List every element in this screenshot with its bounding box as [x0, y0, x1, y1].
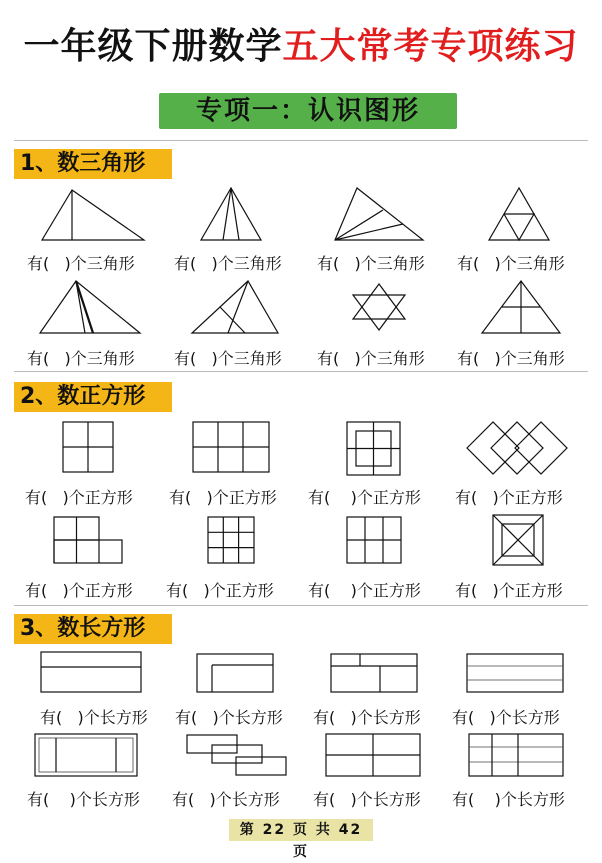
- answer-label-2-4: 有( )个正方形: [455, 488, 563, 507]
- rectangle-figure-5: [34, 733, 138, 777]
- answer-label-3-1: 有( )个长方形: [40, 708, 148, 727]
- page-number: 第 22 页 共 42 页: [229, 819, 373, 841]
- divider-line: [14, 605, 588, 606]
- rectangle-figure-7: [325, 733, 421, 777]
- title-black-part: 一年级下册数学: [23, 26, 283, 67]
- square-figure-1: [62, 421, 114, 473]
- title-red-part: 五大常考专项练习: [282, 26, 579, 67]
- triangle-figure-3: [333, 186, 425, 242]
- triangle-figure-4: [487, 186, 551, 242]
- star-figure: [349, 282, 409, 332]
- answer-label-1-7: 有( )个三角形: [317, 349, 425, 368]
- answer-label-2-5: 有( )个正方形: [25, 581, 133, 600]
- triangle-figure-2: [199, 186, 263, 242]
- answer-label-2-1: 有( )个正方形: [25, 488, 133, 507]
- answer-label-3-4: 有( )个长方形: [452, 708, 560, 727]
- answer-label-2-6: 有( )个正方形: [166, 581, 274, 600]
- rectangle-figure-6: [186, 733, 288, 777]
- triangle-figure-6: [190, 279, 280, 335]
- answer-label-3-6: 有( )个长方形: [172, 790, 280, 809]
- triangle-figure-7: [480, 279, 562, 335]
- answer-label-2-7: 有( )个正方形: [308, 581, 421, 600]
- answer-label-1-1: 有( )个三角形: [27, 254, 135, 273]
- square-figure-8: [492, 514, 544, 566]
- square-figure-4: [465, 420, 569, 476]
- triangle-figure-1: [40, 188, 146, 242]
- rectangle-figure-2: [196, 653, 274, 693]
- answer-label-3-7: 有( )个长方形: [313, 790, 421, 809]
- square-figure-3: [346, 421, 401, 476]
- rectangle-figure-3: [330, 653, 418, 693]
- answer-label-3-3: 有( )个长方形: [313, 708, 421, 727]
- answer-label-3-2: 有( )个长方形: [175, 708, 283, 727]
- answer-label-1-3: 有( )个三角形: [317, 254, 425, 273]
- answer-label-1-6: 有( )个三角形: [174, 349, 282, 368]
- section-heading-rectangles: 3、数长方形: [14, 614, 172, 644]
- triangle-figure-5: [38, 279, 142, 335]
- rectangle-figure-1: [40, 651, 142, 693]
- answer-label-3-5: 有( )个长方形: [27, 790, 140, 809]
- section-heading-squares: 2、数正方形: [14, 382, 172, 412]
- square-figure-7: [346, 516, 402, 564]
- section-heading-triangles: 1、数三角形: [14, 149, 172, 179]
- answer-label-3-8: 有( )个长方形: [452, 790, 565, 809]
- topic-banner: 专项一：认识图形: [159, 93, 457, 129]
- answer-label-2-3: 有( )个正方形: [308, 488, 421, 507]
- divider-line: [14, 140, 588, 141]
- square-figure-2: [192, 421, 270, 473]
- answer-label-2-2: 有( )个正方形: [169, 488, 277, 507]
- answer-label-1-2: 有( )个三角形: [174, 254, 282, 273]
- square-figure-6: [207, 516, 255, 564]
- square-figure-5: [53, 516, 123, 564]
- page-title: [0, 18, 602, 69]
- divider-line: [14, 371, 588, 372]
- rectangle-figure-4: [466, 653, 564, 693]
- rectangle-figure-8: [468, 733, 564, 777]
- answer-label-1-5: 有( )个三角形: [27, 349, 135, 368]
- answer-label-1-8: 有( )个三角形: [457, 349, 565, 368]
- answer-label-1-4: 有( )个三角形: [457, 254, 565, 273]
- answer-label-2-8: 有( )个正方形: [455, 581, 563, 600]
